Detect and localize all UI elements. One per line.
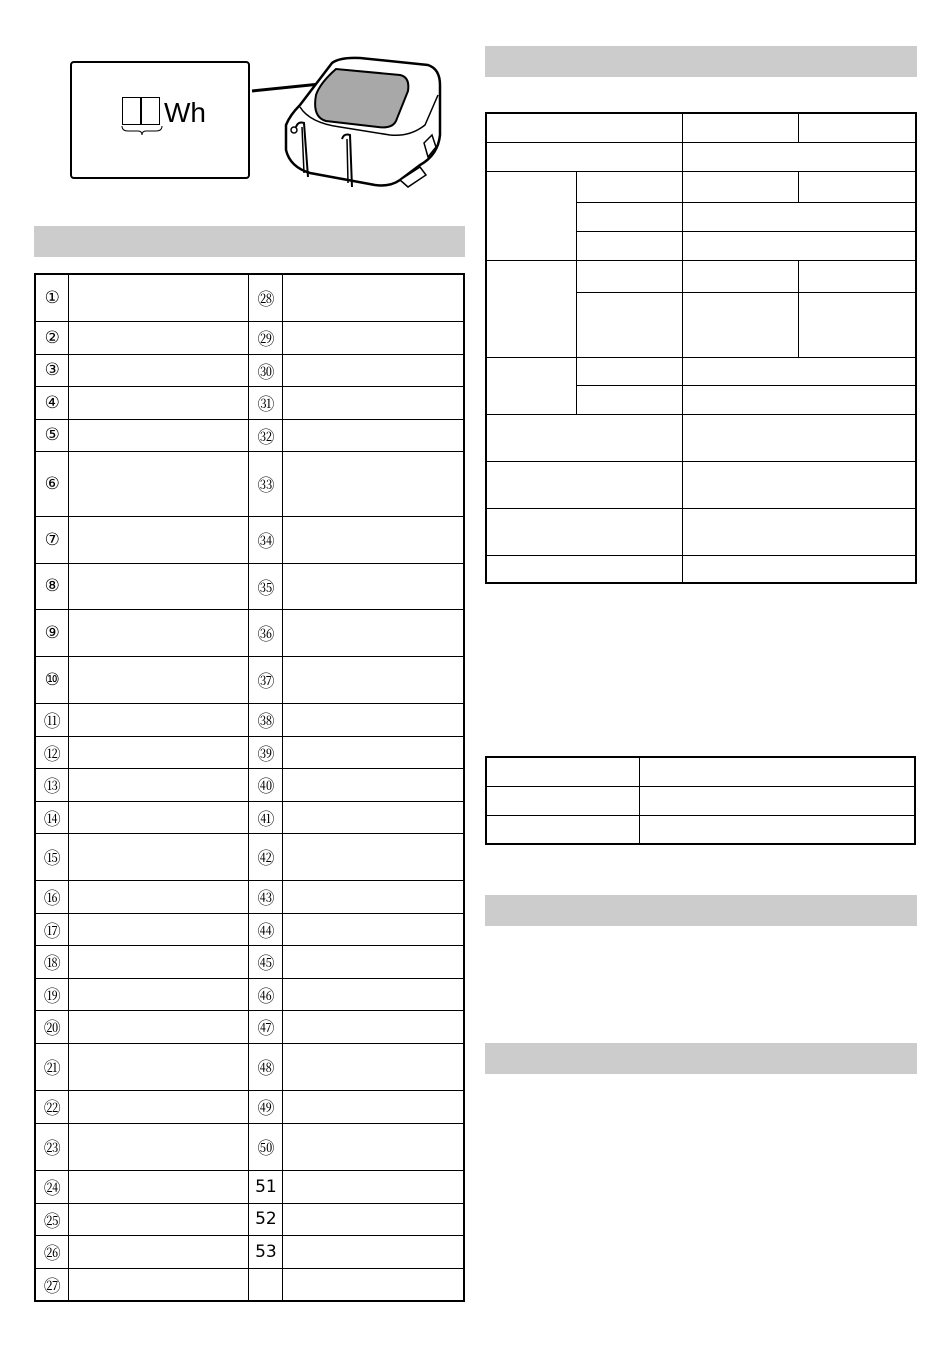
part-name-left bbox=[69, 451, 249, 516]
wh-unit-label: Wh bbox=[164, 97, 206, 128]
part-name-left bbox=[69, 321, 249, 354]
part-name-left bbox=[69, 354, 249, 386]
spec-cell bbox=[486, 142, 682, 171]
part-number-left: ㉓ bbox=[35, 1123, 69, 1170]
parts-table-row bbox=[35, 945, 464, 978]
parts-table-row bbox=[35, 419, 464, 451]
spec-cell bbox=[577, 357, 683, 385]
part-name-left bbox=[69, 945, 249, 978]
section-header-4 bbox=[485, 1043, 917, 1074]
part-number-left: ⑩ bbox=[35, 656, 69, 703]
specifications-table bbox=[485, 112, 917, 584]
part-name-left bbox=[69, 1123, 249, 1170]
parts-table-row bbox=[35, 978, 464, 1010]
part-name-right bbox=[283, 1123, 464, 1170]
part-name-right bbox=[283, 703, 464, 736]
part-name-left bbox=[69, 768, 249, 801]
spec-cell bbox=[682, 142, 916, 171]
wh-digit-boxes bbox=[122, 97, 160, 125]
spec-cell bbox=[577, 231, 683, 260]
part-number-right bbox=[249, 1268, 283, 1301]
part-number-right: ㊾ bbox=[249, 1090, 283, 1123]
part-number-left: ④ bbox=[35, 386, 69, 419]
spec-cell bbox=[682, 171, 798, 202]
part-name-right bbox=[283, 1090, 464, 1123]
part-number-left: ㉖ bbox=[35, 1235, 69, 1268]
wh-rating-callout bbox=[70, 61, 250, 179]
part-number-left: ⑫ bbox=[35, 736, 69, 768]
parts-table-row bbox=[35, 880, 464, 913]
parts-table-row bbox=[35, 656, 464, 703]
spec-cell bbox=[486, 815, 639, 844]
part-name-right bbox=[283, 801, 464, 833]
part-number-left: ⑱ bbox=[35, 945, 69, 978]
part-number-right: ㉛ bbox=[249, 386, 283, 419]
parts-table-row bbox=[35, 609, 464, 656]
section-header-3 bbox=[485, 895, 917, 926]
part-name-right bbox=[283, 386, 464, 419]
part-name-right bbox=[283, 833, 464, 880]
part-name-left bbox=[69, 1268, 249, 1301]
part-name-right bbox=[283, 516, 464, 563]
spec-cell bbox=[577, 260, 683, 292]
spec-cell bbox=[682, 231, 916, 260]
spec-cell bbox=[577, 385, 683, 414]
part-number-right: 53 bbox=[249, 1235, 283, 1268]
part-name-left bbox=[69, 1043, 249, 1090]
part-name-right bbox=[283, 913, 464, 945]
part-number-right: ㉘ bbox=[249, 274, 283, 321]
part-name-right bbox=[283, 1043, 464, 1090]
parts-table-row bbox=[35, 1268, 464, 1301]
part-number-right: ㊺ bbox=[249, 945, 283, 978]
spec-cell bbox=[682, 113, 798, 142]
parts-table-row bbox=[35, 1123, 464, 1170]
spec-cell bbox=[799, 260, 916, 292]
part-number-left: ⑬ bbox=[35, 768, 69, 801]
parts-table-row bbox=[35, 1203, 464, 1235]
part-name-right bbox=[283, 451, 464, 516]
spec-cell bbox=[682, 292, 798, 357]
part-name-left bbox=[69, 419, 249, 451]
part-number-right: ㊼ bbox=[249, 1010, 283, 1043]
part-number-right: ㊿ bbox=[249, 1123, 283, 1170]
spec-cell bbox=[682, 461, 916, 508]
part-name-right bbox=[283, 978, 464, 1010]
part-name-left bbox=[69, 1170, 249, 1203]
spec-cell bbox=[486, 357, 577, 414]
parts-table-row bbox=[35, 354, 464, 386]
spec-cell bbox=[639, 815, 915, 844]
part-number-left: ⑧ bbox=[35, 563, 69, 609]
parts-list-table bbox=[34, 273, 465, 1302]
part-number-right: ㊻ bbox=[249, 978, 283, 1010]
spec-cell bbox=[682, 260, 798, 292]
part-number-left: ⑦ bbox=[35, 516, 69, 563]
part-number-left: ⑰ bbox=[35, 913, 69, 945]
part-number-left: ㉔ bbox=[35, 1170, 69, 1203]
part-name-left bbox=[69, 1203, 249, 1235]
part-name-left bbox=[69, 1235, 249, 1268]
part-number-right: ㊹ bbox=[249, 913, 283, 945]
spec-cell bbox=[486, 757, 639, 786]
part-number-left: ㉕ bbox=[35, 1203, 69, 1235]
part-number-right: ㊱ bbox=[249, 609, 283, 656]
parts-table-row bbox=[35, 801, 464, 833]
parts-table-row bbox=[35, 833, 464, 880]
parts-table-row bbox=[35, 1170, 464, 1203]
parts-table-row bbox=[35, 1090, 464, 1123]
spec-cell bbox=[799, 171, 916, 202]
part-name-right bbox=[283, 880, 464, 913]
part-number-right: ㉙ bbox=[249, 321, 283, 354]
spec-cell bbox=[682, 508, 916, 555]
part-number-left: ⑮ bbox=[35, 833, 69, 880]
parts-table-row bbox=[35, 703, 464, 736]
part-number-left: ⑨ bbox=[35, 609, 69, 656]
part-name-right bbox=[283, 1170, 464, 1203]
part-name-left bbox=[69, 736, 249, 768]
part-name-left bbox=[69, 913, 249, 945]
spec-cell bbox=[577, 202, 683, 231]
spec-cell bbox=[486, 508, 682, 555]
part-number-right: ㊴ bbox=[249, 736, 283, 768]
part-number-right: ㊷ bbox=[249, 833, 283, 880]
digit-brace bbox=[120, 125, 164, 137]
part-number-right: ㊳ bbox=[249, 703, 283, 736]
part-number-left: ⑭ bbox=[35, 801, 69, 833]
spec-cell bbox=[682, 414, 916, 461]
part-number-right: ㊸ bbox=[249, 880, 283, 913]
part-name-right bbox=[283, 945, 464, 978]
part-number-right: ㊶ bbox=[249, 801, 283, 833]
part-number-left: ⑳ bbox=[35, 1010, 69, 1043]
part-name-right bbox=[283, 563, 464, 609]
part-name-left bbox=[69, 609, 249, 656]
part-name-right bbox=[283, 656, 464, 703]
parts-table-row bbox=[35, 768, 464, 801]
spec-cell bbox=[799, 292, 916, 357]
part-number-left: ㉗ bbox=[35, 1268, 69, 1301]
spec-cell bbox=[486, 113, 682, 142]
part-name-right bbox=[283, 274, 464, 321]
part-name-left bbox=[69, 516, 249, 563]
part-number-right: ㉝ bbox=[249, 451, 283, 516]
part-name-left bbox=[69, 386, 249, 419]
part-name-left bbox=[69, 880, 249, 913]
part-number-left: ⑥ bbox=[35, 451, 69, 516]
part-name-left bbox=[69, 801, 249, 833]
part-name-left bbox=[69, 1010, 249, 1043]
parts-table-row bbox=[35, 274, 464, 321]
spec-cell bbox=[799, 113, 916, 142]
spec-cell bbox=[486, 461, 682, 508]
part-name-left bbox=[69, 978, 249, 1010]
part-number-left: ⑤ bbox=[35, 419, 69, 451]
parts-table-row bbox=[35, 386, 464, 419]
part-number-right: ㊵ bbox=[249, 768, 283, 801]
spec-cell bbox=[639, 786, 915, 815]
part-number-right: ㉜ bbox=[249, 419, 283, 451]
part-name-right bbox=[283, 354, 464, 386]
part-number-left: ㉑ bbox=[35, 1043, 69, 1090]
parts-table-row bbox=[35, 563, 464, 609]
part-name-right bbox=[283, 609, 464, 656]
part-name-left bbox=[69, 1090, 249, 1123]
parts-section-header bbox=[34, 226, 465, 257]
battery-pack-illustration bbox=[250, 55, 450, 205]
spec-cell bbox=[486, 171, 577, 260]
part-number-left: ⑯ bbox=[35, 880, 69, 913]
part-name-left bbox=[69, 703, 249, 736]
parts-table-row bbox=[35, 516, 464, 563]
part-number-left: ① bbox=[35, 274, 69, 321]
spec-cell bbox=[639, 757, 915, 786]
spec-cell bbox=[682, 202, 916, 231]
part-name-right bbox=[283, 1010, 464, 1043]
part-number-left: ⑪ bbox=[35, 703, 69, 736]
part-name-right bbox=[283, 736, 464, 768]
spec-cell bbox=[682, 385, 916, 414]
part-number-left: ⑲ bbox=[35, 978, 69, 1010]
part-name-right bbox=[283, 321, 464, 354]
parts-table-row bbox=[35, 913, 464, 945]
parts-table-row bbox=[35, 321, 464, 354]
part-number-right: ㉚ bbox=[249, 354, 283, 386]
parts-table-row bbox=[35, 451, 464, 516]
part-number-right: ㉞ bbox=[249, 516, 283, 563]
parts-table-row bbox=[35, 1010, 464, 1043]
specifications-section-header bbox=[485, 46, 917, 77]
part-number-right: ㉟ bbox=[249, 563, 283, 609]
part-number-left: ② bbox=[35, 321, 69, 354]
part-number-right: ㊲ bbox=[249, 656, 283, 703]
part-name-left bbox=[69, 563, 249, 609]
part-number-left: ③ bbox=[35, 354, 69, 386]
part-number-left: ㉒ bbox=[35, 1090, 69, 1123]
part-number-right: 51 bbox=[249, 1170, 283, 1203]
part-name-right bbox=[283, 1268, 464, 1301]
spec-cell bbox=[486, 786, 639, 815]
spec-cell bbox=[486, 555, 682, 583]
parts-table-row bbox=[35, 1043, 464, 1090]
part-name-right bbox=[283, 768, 464, 801]
spec-cell bbox=[682, 357, 916, 385]
spec-cell bbox=[577, 292, 683, 357]
spec-cell bbox=[486, 414, 682, 461]
spec-cell bbox=[682, 555, 916, 583]
part-name-left bbox=[69, 833, 249, 880]
spec-cell bbox=[577, 171, 683, 202]
part-number-right: ㊽ bbox=[249, 1043, 283, 1090]
part-number-right: 52 bbox=[249, 1203, 283, 1235]
part-name-left bbox=[69, 274, 249, 321]
part-name-right bbox=[283, 1203, 464, 1235]
part-name-right bbox=[283, 419, 464, 451]
parts-table-row bbox=[35, 1235, 464, 1268]
parts-table-row bbox=[35, 736, 464, 768]
part-name-left bbox=[69, 656, 249, 703]
secondary-specs-table bbox=[485, 756, 916, 845]
part-name-right bbox=[283, 1235, 464, 1268]
spec-cell bbox=[486, 260, 577, 357]
